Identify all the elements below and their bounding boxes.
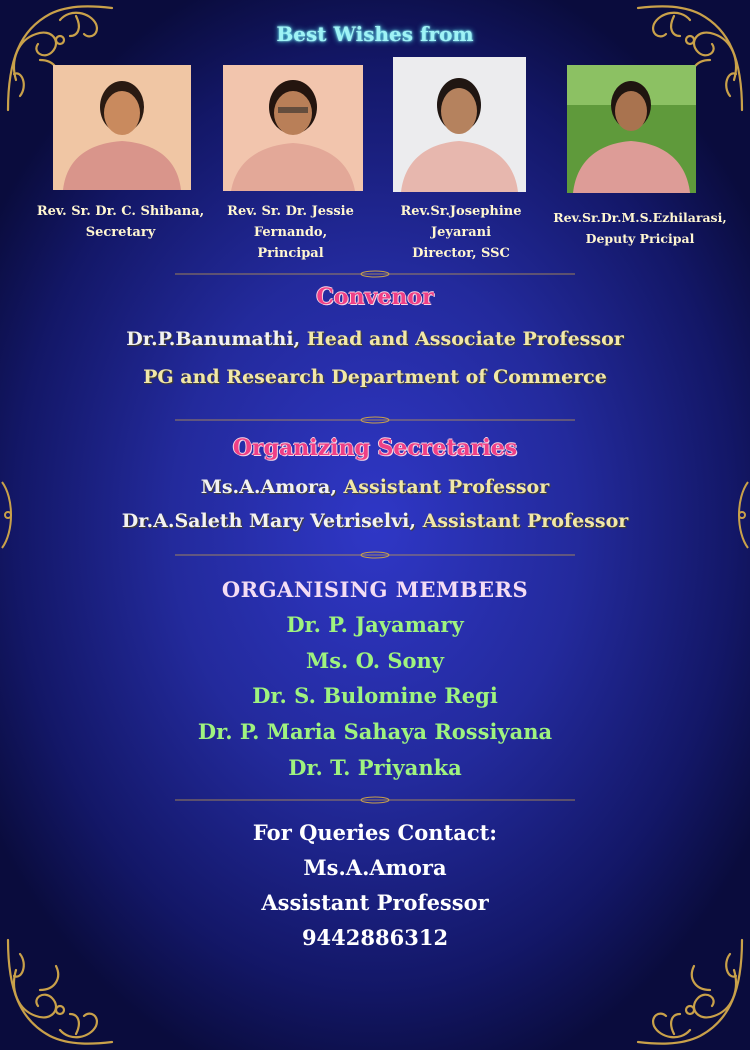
secretary-name: Ms.A.Amora, [200,476,337,498]
contact-name: Ms.A.Amora [303,855,447,880]
caption-line: Secretary [85,225,156,240]
caption-line: Rev.Sr.Josephine [400,204,522,219]
caption-line: Rev.Sr.Dr.M.S.Ezhilarasi, [553,210,727,225]
portrait-photo [393,57,526,192]
secretary-role: Assistant Professor [336,476,550,498]
dignitary-caption [213,201,368,264]
portrait-photo [223,65,363,191]
secretaries-heading: Organizing Secretaries [232,435,518,461]
secretary-line [0,510,750,532]
convenor-name: Dr.P.Banumathi, [126,328,301,350]
contact-phone[interactable]: 9442886312 [301,925,449,950]
best-wishes-heading: Best Wishes from [276,22,474,46]
divider [175,796,575,804]
member-name: Dr. P. Maria Sahaya Rossiyana [197,719,553,744]
secretary-name: Dr.A.Saleth Mary Vetriselvi, [121,510,416,532]
convenor-department: PG and Research Department of Commerce [143,366,607,388]
member-name: Ms. O. Sony [305,648,445,673]
caption-line: Rev. Sr. Dr. Jessie [227,204,354,219]
secretary-line [0,476,750,498]
member-name: Dr. P. Jayamary [286,612,464,637]
caption-line: Principal [257,246,324,261]
convenor-line [0,328,750,350]
convenor-role: Head and Associate Professor [300,328,624,350]
dignitary-caption [386,201,536,264]
members-heading: ORGANISING MEMBERS [221,577,529,602]
dignitary-caption [28,201,213,243]
convenor-heading: Convenor [316,284,434,310]
portrait-photo [53,65,191,190]
secretary-role: Assistant Professor [415,510,629,532]
caption-line: Jeyarani [430,225,492,240]
divider [175,416,575,424]
member-name: Dr. S. Bulomine Regi [252,683,498,708]
divider [175,551,575,559]
caption-line: Fernando, [253,225,328,240]
divider [175,270,575,278]
caption-line: Rev. Sr. Dr. C. Shibana, [36,204,205,219]
portrait-photo [567,65,696,193]
contact-heading: For Queries Contact: [252,820,498,845]
contact-role: Assistant Professor [261,890,489,915]
caption-line: Deputy Pricipal [585,231,695,246]
member-name: Dr. T. Priyanka [288,755,462,780]
dignitary-caption [540,207,740,249]
caption-line: Director, SSC [412,246,510,261]
